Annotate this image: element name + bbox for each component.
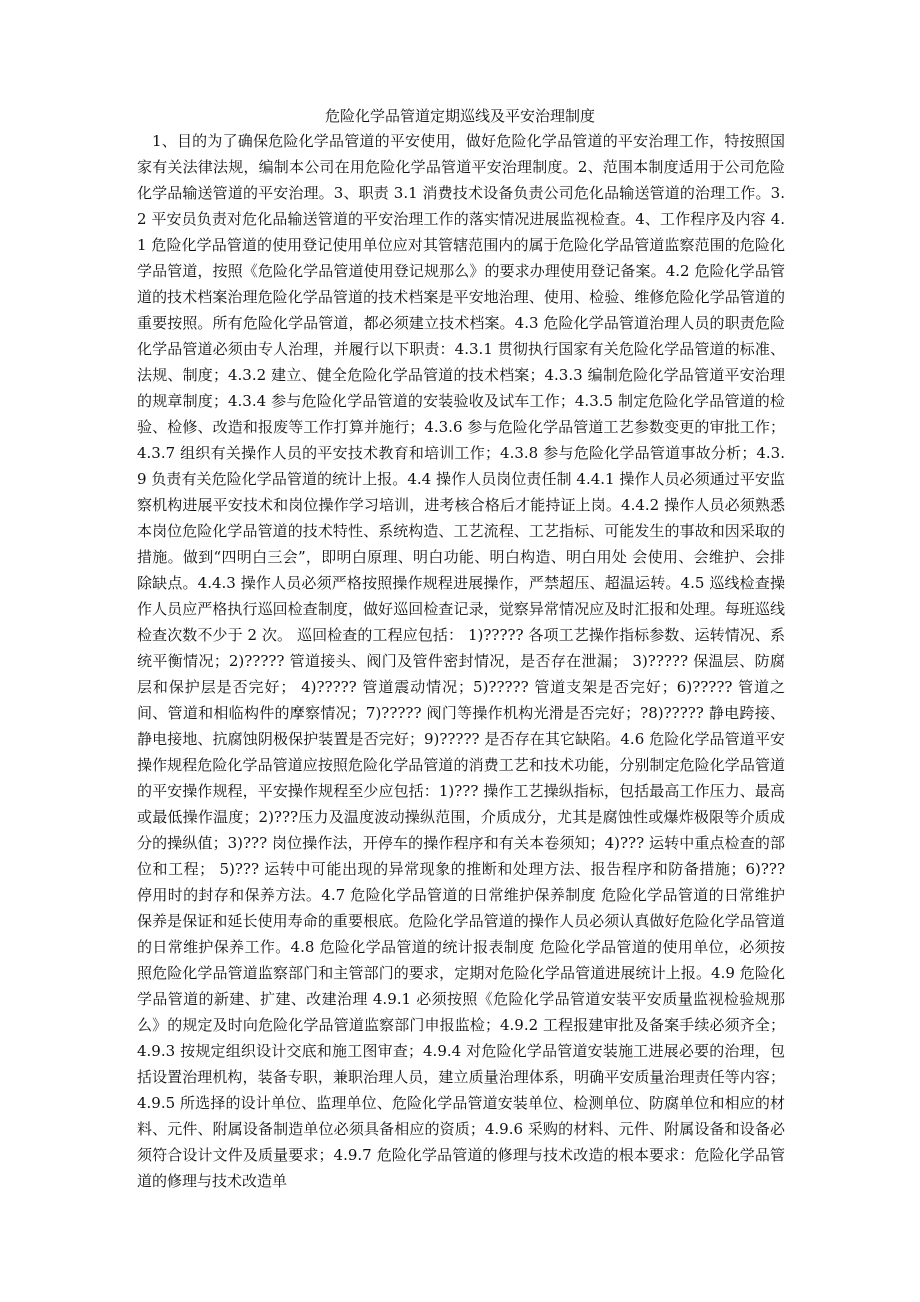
document-body: [137, 128, 785, 1194]
body-paragraph: 1、目的为了确保危险化学品管道的平安使用，做好危险化学品管道的平安治理工作，特按照国家有关法律法规，编制本公司在用危险化学品管道平安治理制度。2、范围本制度适用于公司危险化学品输送管道的平安治理。3、职责 3.1 消费技术设备负责公司危化品输送管道的治理工作。3.2 平安员负责对危化品输送管道的平安治理工作的落实情况进展监视检查。4、工作程序及内容 4.1 危险化学品管道的使用登记使用单位应对其管辖范围内的属于危险化学品管道监察范围的危险化学品管道，按照《危险化学品管道使用登记规那么》的要求办理使用登记备案。4.2 危险化学品管道的技术档案治理危险化学品管道的技术档案是平安地治理、使用、检验、维修危险化学品管道的重要按照。所有危险化学品管道，都必须建立技术档案。4.3 危险化学品管道治理人员的职责危险化学品管道必须由专人治理，并履行以下职责：4.3.1 贯彻执行国家有关危险化学品管道的标准、法规、制度；4.3.2 建立、健全危险化学品管道的技术档案；4.3.3 编制危险化学品管道平安治理的规章制度；4.3.4 参与危险化学品管道的安装验收及试车工作；4.3.5 制定危险化学品管道的检验、检修、改造和报废等工作打算并施行；4.3.6 参与危险化学品管道工艺参数变更的审批工作；4.3.7 组织有关操作人员的平安技术教育和培训工作；4.3.8 参与危险化学品管道事故分析；4.3.9 负责有关危险化学品管道的统计上报。4.4 操作人员岗位责任制 4.4.1 操作人员必须通过平安监察机构进展平安技术和岗位操作学习培训，进考核合格后才能持证上岗。4.4.2 操作人员必须熟悉本岗位危险化学品管道的技术特性、系统构造、工艺流程、工艺指标、可能发生的事故和因采取的措施。做到“四明白三会”，即明白原理、明白功能、明白构造、明白用处 会使用、会维护、会排除缺点。4.4.3 操作人员必须严格按照操作规程进展操作，严禁超压、超温运转。4.5 巡线检查操作人员应严格执行巡回检查制度，做好巡回检查记录，觉察异常情况应及时汇报和处理。每班巡线检查次数不少于 2 次。 巡回检查的工程应包括： 1)????? 各项工艺操作指标参数、运转情况、系统平衡情况；2)????? 管道接头、阀门及管件密封情况，是否存在泄漏； 3)????? 保温层、防腐层和保护层是否完好； 4)????? 管道震动情况；5)????? 管道支架是否完好；6)????? 管道之间、管道和相临构件的摩察情况；7)????? 阀门等操作机构光滑是否完好；?8)????? 静电跨接、静电接地、抗腐蚀阴极保护装置是否完好；9)????? 是否存在其它缺陷。4.6 危险化学品管道平安操作规程危险化学品管道应按照危险化学品管道的消费工艺和技术功能，分别制定危险化学品管道的平安操作规程，平安操作规程至少应包括：1)??? 操作工艺操纵指标，包括最高工作压力、最高或最低操作温度；2)???压力及温度波动操纵范围，介质成分，尤其是腐蚀性或爆炸极限等介质成分的操纵值；3)??? 岗位操作法，开停车的操作程序和有关本卷须知；4)??? 运转中重点检查的部位和工程； 5)??? 运转中可能出现的异常现象的推断和处理方法、报告程序和防备措施；6)??? 停用时的封存和保养方法。4.7 危险化学品管道的日常维护保养制度 危险化学品管道的日常维护保养是保证和延长使用寿命的重要根底。危险化学品管道的操作人员必须认真做好危险化学品管道的日常维护保养工作。4.8 危险化学品管道的统计报表制度 危险化学品管道的使用单位，必须按照危险化学品管道监察部门和主管部门的要求，定期对危险化学品管道进展统计上报。4.9 危险化学品管道的新建、扩建、改建治理 4.9.1 必须按照《危险化学品管道安装平安质量监视检验规那么》的规定及时向危险化学品管道监察部门申报监检；4.9.2 工程报建审批及备案手续必须齐全；4.9.3 按规定组织设计交底和施工图审查；4.9.4 对危险化学品管道安装施工进展必要的治理，包括设置治理机构，装备专职，兼职治理人员，建立质量治理体系，明确平安质量治理责任等内容；4.9.5 所选择的设计单位、监理单位、危险化学品管道安装单位、检测单位、防腐单位和相应的材料、元件、附属设备制造单位必须具备相应的资质；4.9.6 采购的材料、元件、附属设备和设备必须符合设计文件及质量要求；4.9.7 危险化学品管道的修理与技术改造的根本要求：危险化学品管道的修理与技术改造单: [137, 132, 785, 1190]
document-title: 危险化学品管道定期巡线及平安治理制度: [324, 107, 595, 125]
